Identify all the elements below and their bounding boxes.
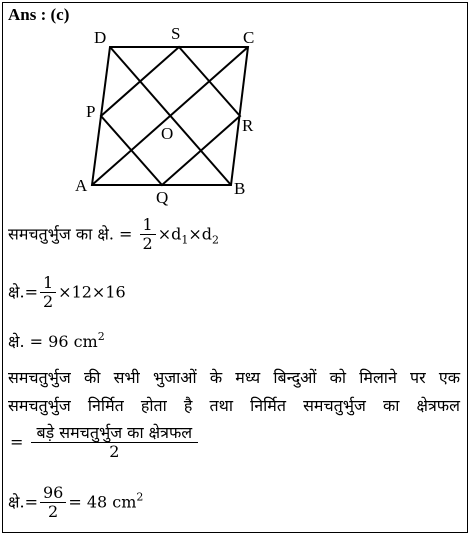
- fraction-half: [40, 274, 56, 312]
- label-a: A: [75, 176, 88, 195]
- formula-lhs: क्षे.: [8, 332, 25, 351]
- answer-heading: Ans : (c): [8, 5, 70, 24]
- label-r: R: [242, 116, 254, 135]
- final-area: [8, 484, 143, 522]
- label-o: O: [161, 124, 174, 143]
- subscript-2: 2: [212, 233, 220, 247]
- fraction-96-over-2: [40, 484, 66, 522]
- superscript-2: 2: [136, 490, 144, 504]
- formula-lhs: समचतुर्भुज का क्षे.: [8, 224, 114, 244]
- fraction-denominator: 2: [109, 442, 120, 462]
- times-sign: ×: [188, 224, 202, 244]
- equals-sign: =: [119, 224, 133, 244]
- label-c: C: [243, 28, 255, 47]
- diagonal-symbol: d: [201, 224, 213, 244]
- area-value: = 96 cm: [29, 332, 98, 351]
- rhombus-figure: [0, 0, 472, 225]
- subscript-1: 1: [181, 233, 189, 247]
- times-sign: ×: [157, 224, 172, 244]
- superscript-2: 2: [97, 330, 105, 343]
- fraction-numerator: 1: [140, 216, 156, 235]
- diagonal-symbol: d: [171, 224, 182, 244]
- fraction-numerator: 96: [40, 484, 66, 503]
- fraction-denominator: 2: [48, 502, 59, 522]
- area-formula: [8, 216, 219, 254]
- final-value: = 48 cm: [68, 492, 137, 512]
- fraction-denominator: 2: [42, 292, 54, 312]
- label-p: P: [86, 102, 96, 121]
- half-area-formula: [10, 424, 200, 462]
- paragraph-line-1: समचतुर्भुज की सभी भुजाओं के मध्य बिन्दुओं को मिलाने पर एक: [8, 368, 460, 387]
- fraction-half: [140, 216, 156, 254]
- diagonal-bd: [110, 47, 231, 185]
- multiplication-terms: ×12×16: [58, 282, 126, 302]
- formula-lhs: क्षे.: [8, 492, 25, 512]
- area-result: [8, 330, 105, 352]
- equals-sign: =: [24, 282, 38, 302]
- label-d: D: [94, 28, 107, 47]
- area-substitution: [8, 274, 126, 312]
- label-b: B: [234, 179, 246, 198]
- fraction-large-area: [31, 424, 199, 462]
- label-q: Q: [156, 188, 169, 207]
- explanation-paragraph: [8, 364, 460, 420]
- formula-lhs: क्षे.: [8, 282, 25, 302]
- fraction-denominator: 2: [142, 234, 153, 254]
- equals-sign: =: [24, 492, 38, 512]
- equals-sign: =: [10, 432, 24, 452]
- paragraph-line-2: समचतुर्भुज निर्मित होता है तथा निर्मित समचतुर्भुज का क्षेत्रफल: [8, 396, 460, 415]
- fraction-numerator: 1: [40, 274, 56, 293]
- label-s: S: [171, 24, 181, 43]
- fraction-numerator: बड़े समचतुर्भुज का क्षेत्रफल: [31, 424, 199, 443]
